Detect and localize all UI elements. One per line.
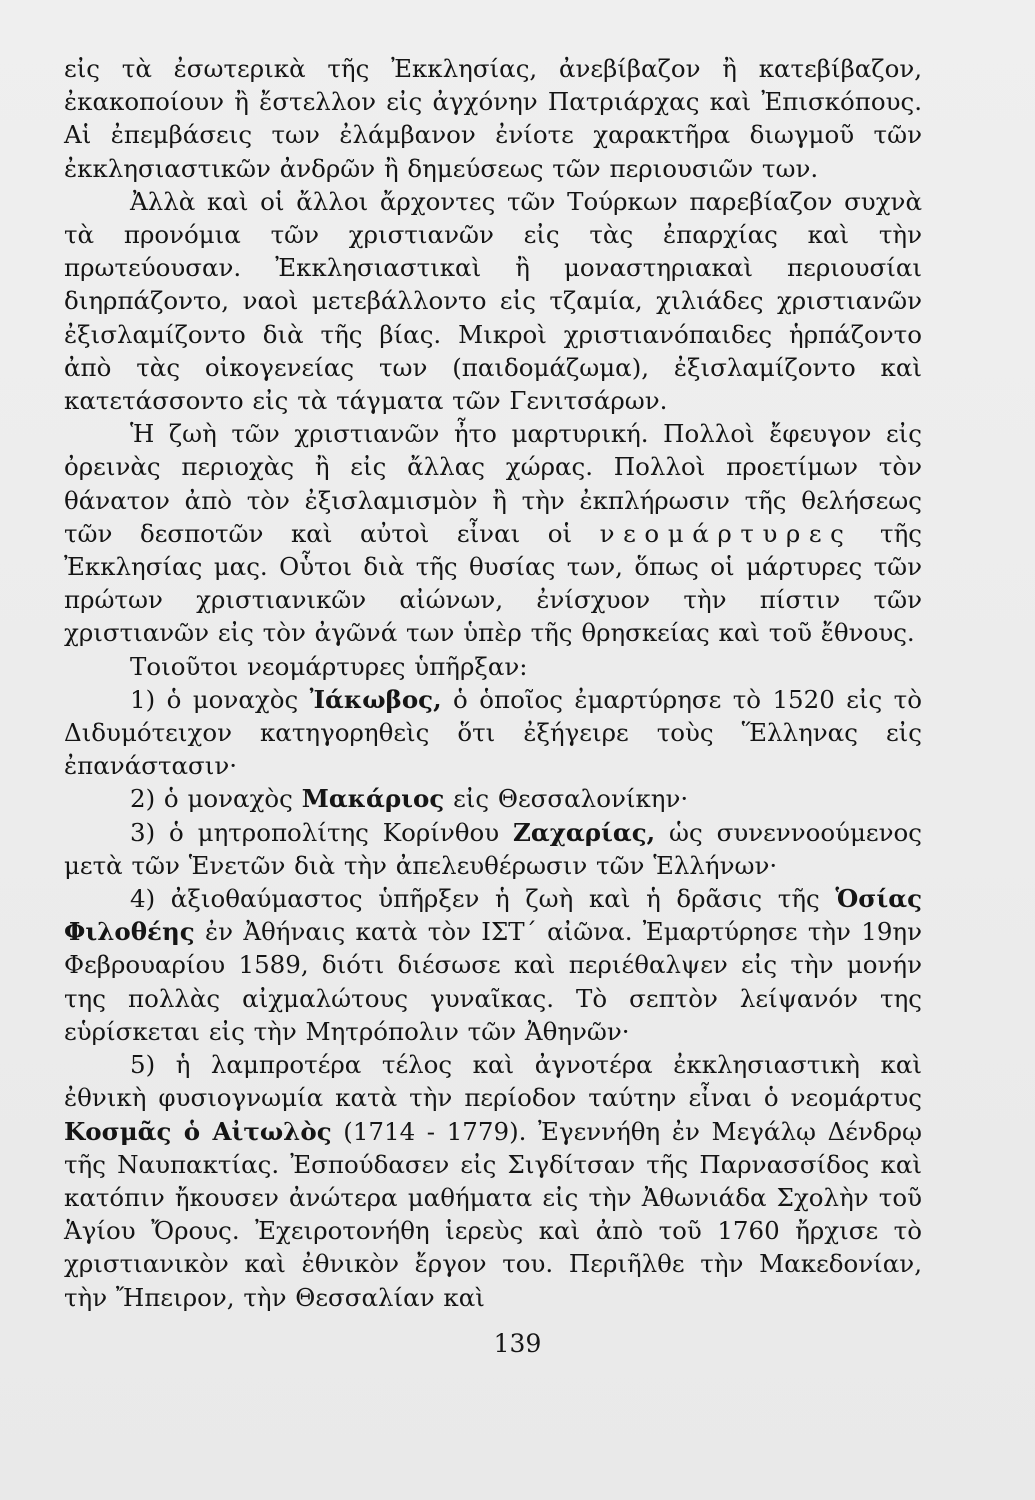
list-item-filothei: [64, 882, 922, 1048]
list-item-text: 5) ἡ λαμπροτέρα τέλος καὶ ἀγνοτέρα ἐκκλησιαστικὴ καὶ ἐθνικὴ φυσιογνωμία κατὰ τὴν περίοδον ταύτην εἶναι ὁ νεομάρτυς: [64, 1050, 922, 1113]
emphasized-term: νεομάρτυρες: [599, 518, 853, 548]
main-text: [64, 52, 922, 1314]
paragraph-church-affairs: [64, 52, 922, 185]
list-item-text: εἰς Θεσσαλονίκην·: [444, 784, 689, 814]
paragraph-christian-life: [64, 417, 922, 649]
list-item-text: 3) ὁ μητροπολίτης Κορίνθου: [130, 817, 514, 847]
paragraph-text-part: Ἡ ζωὴ τῶν χριστιανῶν ἦτο μαρτυρική. Πολλοὶ ἔφευγον εἰς ὀρεινὰς περιοχὰς ἢ εἰς ἄλλας χώρας. Πολλοὶ προετίμων τὸν θάνατον ἀπὸ τὸν ἐξισλαμισμὸν ἢ τὴν ἐκπλήρωσιν τῆς θελήσεως τῶν δεσποτῶν καὶ αὐτοὶ εἶναι οἱ: [64, 419, 922, 548]
paragraph-neomartyrs-intro: [64, 650, 922, 683]
list-item-makarios: [64, 782, 922, 815]
paragraph-text: εἰς τὰ ἐσωτερικὰ τῆς Ἐκκλησίας, ἀνεβίβαζον ἢ κατεβίβαζον, ἐκακοποίουν ἢ ἔστελλον εἰς ἀγχόνην Πατριάρχας καὶ Ἐπισκόπους. Αἱ ἐπεμβάσεις των ἐλάμβανον ἐνίοτε χαρακτῆρα διωγμοῦ τῶν ἐκκλησιαστικῶν ἀνδρῶν ἢ δημεύσεως τῶν περιουσιῶν των.: [64, 54, 922, 183]
list-item-zacharias: [64, 816, 922, 882]
list-item-text: ἐν Ἀθήναις κατὰ τὸν ΙΣΤ΄ αἰῶνα. Ἐμαρτύρησε τὴν 19ην Φεβρουαρίου 1589, διότι διέσωσε καὶ περιέθαλψεν εἰς τὴν μονήν της πολλὰς αἰχμαλώτους γυναῖκας. Τὸ σεπτὸν λείψανόν της εὑρίσκεται εἰς τὴν Μητρόπολιν τῶν Ἀθηνῶν·: [64, 917, 922, 1046]
paragraph-text: Τοιοῦτοι νεομάρτυρες ὑπῆρξαν:: [130, 651, 528, 681]
list-item-text: 1) ὁ μοναχὸς: [130, 684, 310, 714]
bold-name: Ζαχαρίας,: [513, 817, 656, 847]
paragraph-text-part: τῆς Ἐκκλησίας μας. Οὗτοι διὰ τῆς θυσίας των, ὅπως οἱ μάρτυρες τῶν πρώτων χριστιανικῶν αἰώνων, ἐνίσχυον τὴν πίστιν τῶν χριστιανῶν εἰς τὸν ἀγῶνά των ὑπὲρ τῆς θρησκείας καὶ τοῦ ἔθνους.: [64, 518, 922, 648]
list-item-kosmas: [64, 1048, 922, 1314]
list-item-iakovos: [64, 683, 922, 783]
bold-name: Μακάριος: [301, 784, 445, 814]
list-item-text: 4) ἀξιοθαύμαστος ὑπῆρξεν ἡ ζωὴ καὶ ἡ δρᾶσις τῆς: [130, 884, 836, 914]
bold-name: Ὁσίας Φιλοθέης: [64, 884, 922, 947]
list-item-text: (1714 - 1779). Ἐγεννήθη ἐν Μεγάλῳ Δένδρῳ τῆς Ναυπακτίας. Ἐσπούδασεν εἰς Σιγδίτσαν τῆς Παρνασσίδος καὶ κατόπιν ἤκουσεν ἀνώτερα μαθήματα εἰς τὴν Ἀθωνιάδα Σχολὴν τοῦ Ἁγίου Ὄρους. Ἐχειροτονήθη ἱερεὺς καὶ ἀπὸ τοῦ 1760 ἤρχισε τὸ χριστιανικὸν καὶ ἐθνικὸν ἔργον του. Περιῆλθε τὴν Μακεδονίαν, τὴν Ἤπειρον, τὴν Θεσσαλίαν καὶ: [64, 1116, 923, 1312]
paragraph-text: Ἀλλὰ καὶ οἱ ἄλλοι ἄρχοντες τῶν Τούρκων παρεβίαζον συχνὰ τὰ προνόμια τῶν χριστιανῶν εἰς τὰς ἐπαρχίας καὶ τὴν πρωτεύουσαν. Ἐκκλησιαστικαὶ ἢ μοναστηριακαὶ περιουσίαι διηρπάζοντο, ναοὶ μετεβάλλοντο εἰς τζαμία, χιλιάδες χριστιανῶν ἐξισλαμίζοντο διὰ τῆς βίας. Μικροὶ χριστιανόπαιδες ἡρπάζοντο ἀπὸ τὰς οἰκογενείας των (παιδομάζωμα), ἐξισλαμίζοντο καὶ κατετάσσοντο εἰς τὰ τάγματα τῶν Γενιτσάρων.: [64, 186, 922, 416]
paragraph-turkish-rulers: [64, 185, 922, 417]
bold-name: Κοσμᾶς ὁ Αἰτωλὸς: [64, 1116, 332, 1146]
page-number: 139: [493, 1329, 542, 1358]
list-item-text: ὡς συνεννοούμενος μετὰ τῶν Ἑνετῶν διὰ τὴν ἀπελευθέρωσιν τῶν Ἑλλήνων·: [64, 817, 922, 880]
list-item-text: ὁ ὁποῖος ἐμαρτύρησε τὸ 1520 εἰς τὸ Διδυμότειχον κατηγορηθεὶς ὅτι ἐξήγειρε τοὺς Ἕλληνας εἰς ἐπανάστασιν·: [64, 684, 922, 781]
list-item-text: 2) ὁ μοναχὸς: [130, 784, 302, 814]
bold-name: Ἰάκωβος,: [309, 684, 442, 714]
